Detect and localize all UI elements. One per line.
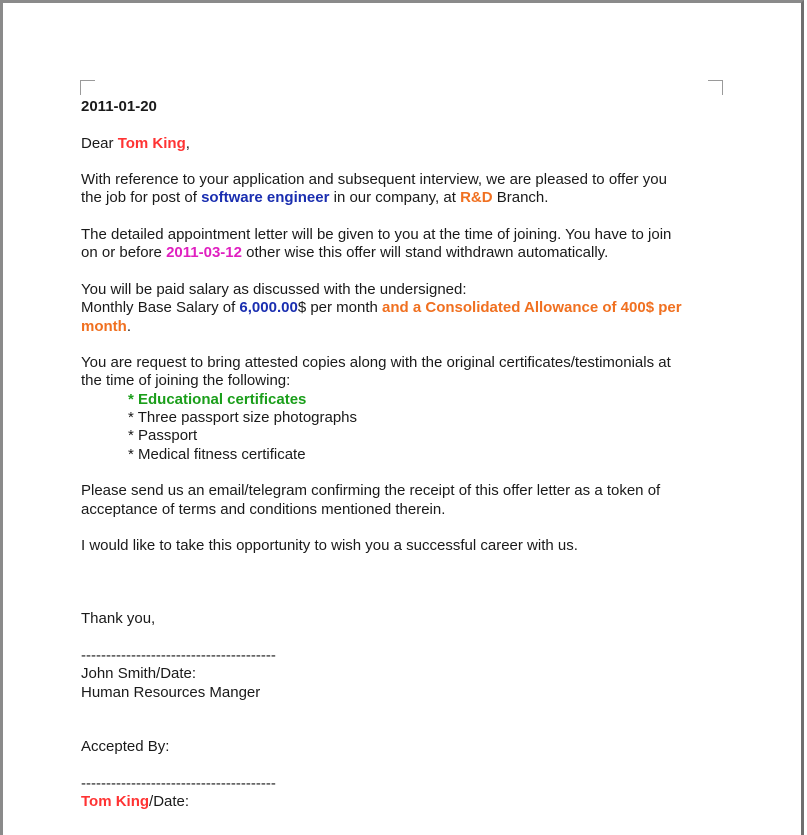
join-date: 2011-03-12	[166, 244, 242, 262]
letter-date: 2011-01-20	[81, 98, 157, 115]
list-item: * Educational certificates	[128, 390, 307, 408]
signature-line: ---------------------------------------	[81, 646, 276, 664]
page-corner-mark	[708, 80, 723, 95]
offer-paragraph-line2: the job for post of software engineer in our company, at R&D Branch.	[81, 189, 549, 207]
list-item: * Medical fitness certificate	[128, 445, 306, 463]
salary-amount: 6,000.00	[239, 299, 298, 317]
accepted-by-label: Accepted By:	[81, 738, 170, 756]
documents-paragraph-line2: the time of joining the following:	[81, 372, 291, 390]
acceptance-signature-line: ---------------------------------------	[81, 774, 276, 792]
confirmation-paragraph-line1: Please send us an email/telegram confirming the receipt of this offer letter as a token of	[81, 482, 661, 500]
signer-title: Human Resources Manger	[81, 683, 261, 701]
allowance-text: and a Consolidated Allowance of 400$ per	[382, 299, 682, 317]
wishes-paragraph: I would like to take this opportunity to wish you a successful career with us.	[81, 537, 578, 555]
letter-body	[81, 98, 731, 812]
acceptor: Tom King/Date:	[81, 793, 190, 811]
salary-intro: You will be paid salary as discussed with the undersigned:	[81, 280, 467, 298]
signer-name: John Smith/Date:	[81, 665, 197, 683]
recipient-name: Tom King	[117, 134, 186, 152]
joining-paragraph-line2: on or before 2011-03-12 other wise this offer will stand withdrawn automatically.	[81, 244, 609, 262]
page-corner-mark	[80, 80, 95, 95]
closing: Thank you,	[81, 610, 156, 628]
list-item: * Passport	[128, 427, 198, 445]
salary-line: Monthly Base Salary of 6,000.00$ per month and a Consolidated Allowance of 400$ per	[81, 299, 682, 317]
offer-paragraph-line1: With reference to your application and subsequent interview, we are pleased to offer you	[81, 171, 667, 189]
confirmation-paragraph-line2: acceptance of terms and conditions mentioned therein.	[81, 500, 446, 518]
branch-name: R&D	[460, 189, 493, 207]
acceptor-name: Tom King	[81, 793, 150, 811]
position-title: software engineer	[201, 189, 330, 207]
list-item: * Three passport size photographs	[128, 409, 358, 427]
greeting: Dear Tom King,	[81, 134, 190, 152]
joining-paragraph-line1: The detailed appointment letter will be given to you at the time of joining. You have to join	[81, 226, 672, 244]
allowance-line2: month.	[81, 317, 131, 335]
documents-paragraph-line1: You are request to bring attested copies along with the original certificates/testimonials at	[81, 354, 671, 372]
